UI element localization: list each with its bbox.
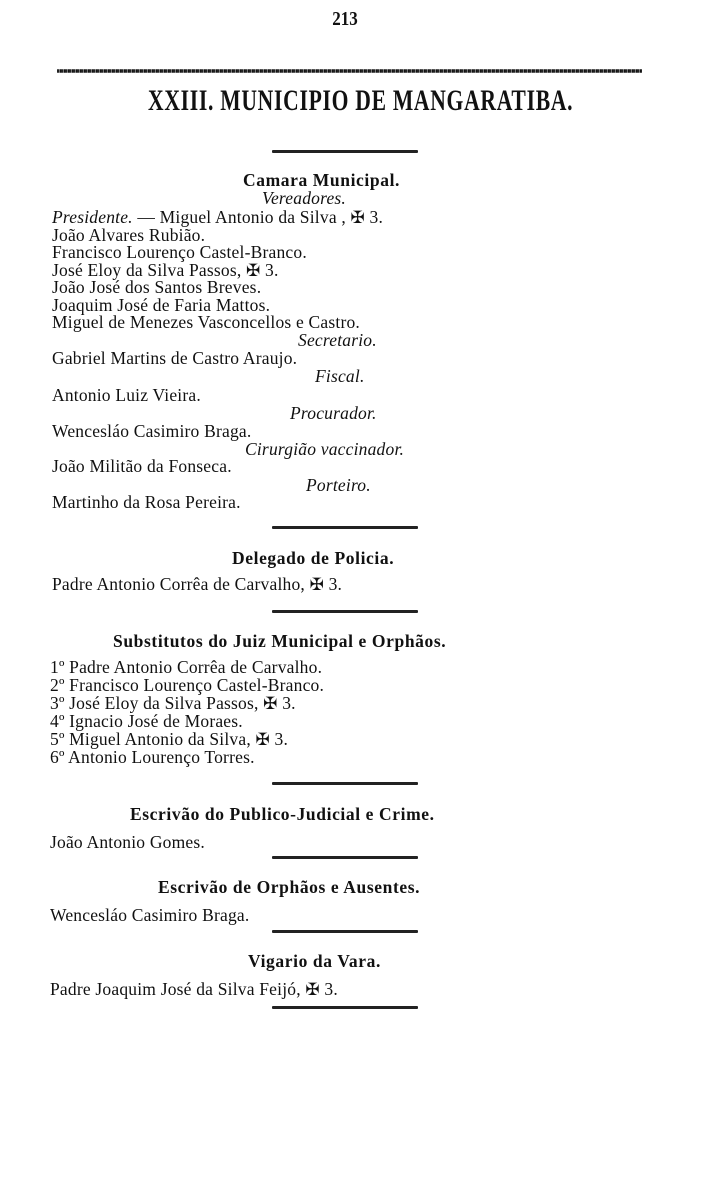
cross-of-order-icon: ✠ [309, 575, 325, 594]
vigario-line [50, 980, 338, 999]
substituto-item: 6º Antonio Lourenço Torres. [50, 747, 255, 767]
section-title: XXIII. MUNICIPIO DE MANGARATIBA. [148, 84, 574, 117]
delegado-heading: Delegado de Policia. [232, 548, 395, 568]
secretario-name: Gabriel Martins de Castro Araujo. [52, 348, 298, 368]
decoration-suffix: 3. [369, 207, 384, 227]
divider [272, 856, 418, 859]
substituto-item: 1º Padre Antonio Corrêa de Carvalho. [50, 657, 323, 677]
member: Joaquim José de Faria Mattos. [52, 295, 271, 315]
substituto-name: 3º José Eloy da Silva Passos, [50, 693, 259, 713]
cross-of-order-icon: ✠ [263, 694, 278, 713]
cirurgiao-label: Cirurgião vaccinador. [245, 439, 405, 459]
cross-of-order-icon: ✠ [255, 730, 270, 749]
substituto-item: 2º Francisco Lourenço Castel-Branco. [50, 675, 325, 695]
divider [272, 782, 418, 785]
member: Miguel de Menezes Vasconcellos e Castro. [52, 312, 361, 332]
escrivao-publico-heading: Escrivão do Publico-Judicial e Crime. [130, 804, 435, 824]
delegado-line [52, 575, 342, 594]
decoration-suffix: 3. [324, 979, 338, 999]
divider [272, 150, 418, 153]
cross-of-order-icon: ✠ [350, 208, 365, 227]
procurador-name: Wencesláo Casimiro Braga. [52, 421, 252, 441]
decoration-suffix: 3. [328, 574, 343, 594]
cross-of-order-icon: ✠ [305, 980, 320, 999]
member-name: José Eloy da Silva Passos, [52, 260, 242, 280]
member: Francisco Lourenço Castel-Branco. [52, 242, 307, 262]
procurador-label: Procurador. [290, 403, 377, 423]
vigario-heading: Vigario da Vara. [248, 951, 381, 971]
fiscal-label: Fiscal. [315, 366, 365, 386]
decoration-suffix: 3. [274, 729, 289, 749]
escrivao-publico-name: João Antonio Gomes. [50, 832, 205, 852]
secretario-label: Secretario. [298, 330, 377, 350]
vereadores-label: Vereadores. [262, 188, 347, 208]
divider [272, 526, 418, 529]
presidente-name: — Miguel Antonio da Silva , [137, 207, 346, 227]
delegado-name: Padre Antonio Corrêa de Carvalho, [52, 574, 305, 594]
decoration-suffix: 3. [282, 693, 296, 713]
cross-of-order-icon: ✠ [246, 261, 261, 280]
cirurgiao-name: João Militão da Fonseca. [52, 456, 232, 476]
substituto-item: 4º Ignacio José de Moraes. [50, 711, 243, 731]
substitutos-heading: Substitutos do Juiz Municipal e Orphãos. [113, 631, 447, 651]
divider [272, 930, 418, 933]
decoration-suffix: 3. [265, 260, 279, 280]
porteiro-label: Porteiro. [306, 475, 371, 495]
camara-heading: Camara Municipal. [243, 170, 401, 190]
divider [272, 1006, 418, 1009]
member: João Alvares Rubião. [52, 225, 206, 245]
substituto-name: 5º Miguel Antonio da Silva, [50, 729, 251, 749]
divider [272, 610, 418, 613]
porteiro-name: Martinho da Rosa Pereira. [52, 492, 241, 512]
fiscal-name: Antonio Luiz Vieira. [52, 385, 201, 405]
page-number: 213 [332, 8, 358, 30]
escrivao-orphaos-heading: Escrivão de Orphãos e Ausentes. [158, 877, 421, 897]
escrivao-orphaos-name: Wencesláo Casimiro Braga. [50, 905, 250, 925]
vigario-name: Padre Joaquim José da Silva Feijó, [50, 979, 301, 999]
header-divider [57, 68, 642, 74]
member: João José dos Santos Breves. [52, 277, 262, 297]
presidente-label: Presidente. [52, 207, 133, 227]
